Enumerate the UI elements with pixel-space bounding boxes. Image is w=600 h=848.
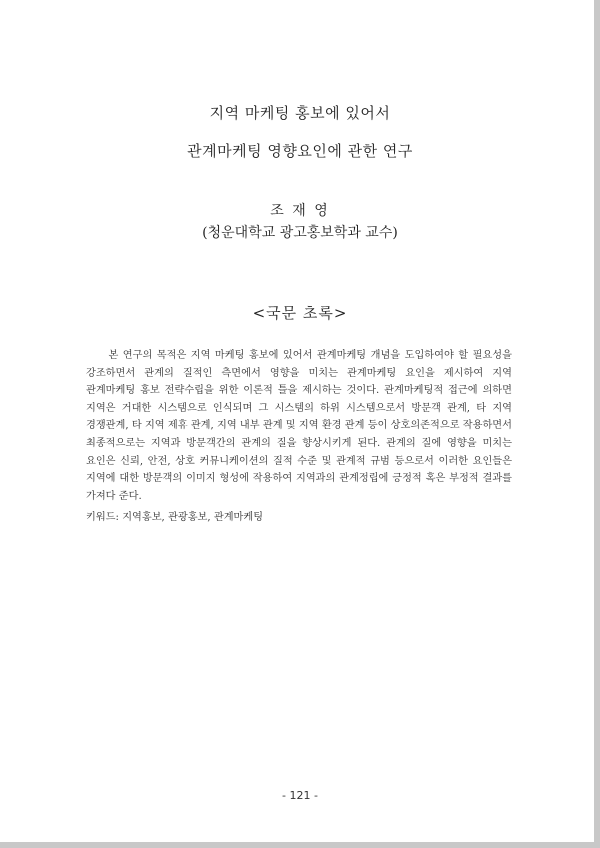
author-affiliation: (청운대학교 광고홍보학과 교수) bbox=[202, 225, 398, 241]
abstract-heading: <국문 초록> bbox=[252, 304, 348, 322]
page-edge-shadow-right bbox=[594, 0, 600, 848]
abstract-body: 본 연구의 목적은 지역 마케팅 홍보에 있어서 관계마케팅 개념을 도입하여야 할 필요성을 강조하면서 관계의 질적인 측면에서 영향을 미치는 관계마케팅 요인을 제시하여 지역 관계마케팅 홍보 전략수립을 위한 이론적 틀을 제시하는 것이다. 관계마케팅적 접근에 의하면 지역은 거대한 시스템으로 인식되며 그 시스템의 하위 시스템으로서 방문객 관계, 타 지역 경쟁관계, 타 지역 제휴 관계, 지역 내부 관계 및 지역 환경 관계 등이 상호의존적으로 작용하면서 최종적으로는 지역과 방문객간의 관계의 질을 향상시키게 된다. 관계의 질에 영향을 미치는 요인은 신뢰, 안전, 상호 커뮤니케이션의 질적 수준 및 관계적 규범 등으로서 이러한 요인들은 지역에 대한 방문객의 이미지 형성에 작용하여 지역과의 관계정립에 긍정적 혹은 부정적 결과를 가져다 준다. bbox=[86, 350, 512, 502]
keywords: 키워드: 지역홍보, 관광홍보, 관계마케팅 bbox=[86, 512, 264, 523]
page-number: - 121 - bbox=[282, 789, 318, 802]
page-edge-shadow-bottom bbox=[0, 842, 600, 848]
paper-title-line-2: 관계마케팅 영향요인에 관한 연구 bbox=[187, 142, 413, 160]
author-name: 조 재 영 bbox=[270, 203, 330, 219]
paper-title-line-1: 지역 마케팅 홍보에 있어서 bbox=[209, 104, 391, 122]
